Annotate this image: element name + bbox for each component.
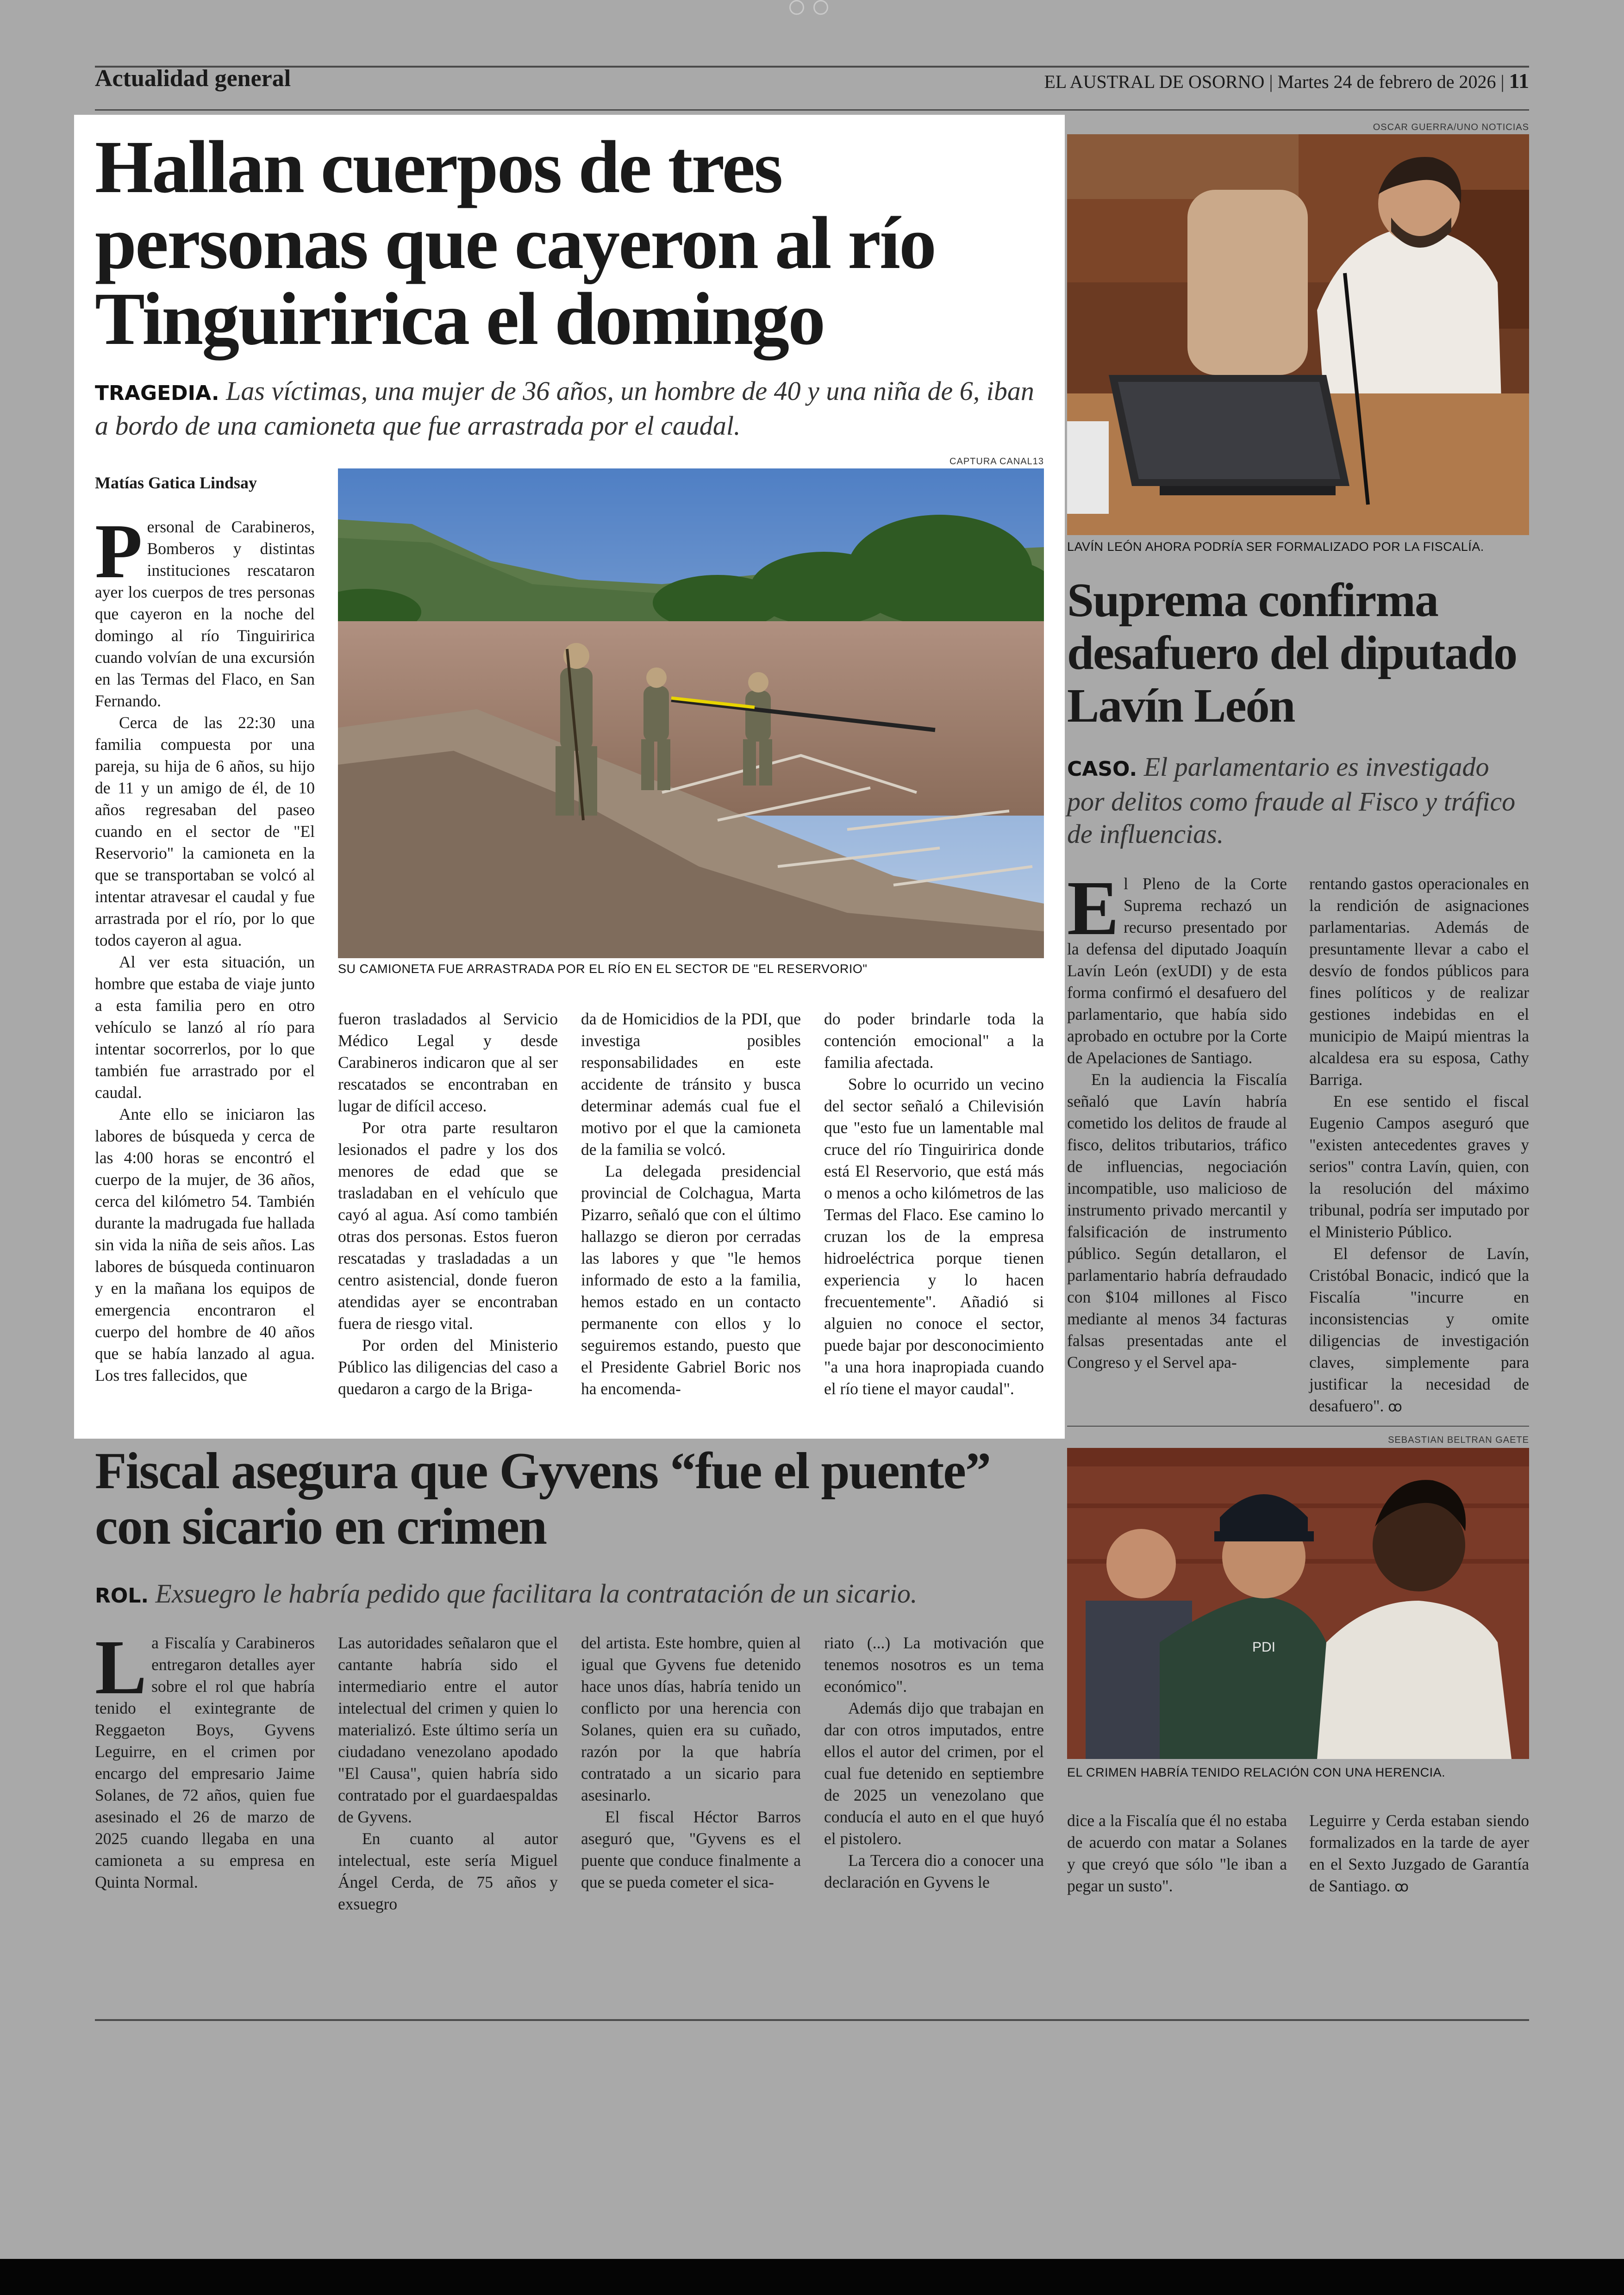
article1-headline: Hallan cuerpos de tres personas que cayeron al río Tinguiririca el domingo (95, 126, 935, 361)
article2-parliament-photo (1067, 134, 1529, 535)
article2-column-2 (1309, 873, 1529, 1418)
article1-column-3 (581, 1008, 801, 1400)
article2-photo-credit: OSCAR GUERRA/UNO NOTICIAS (1373, 122, 1529, 132)
issue-date: Martes 24 de febrero de 2026 (1277, 71, 1496, 92)
article3-headline: Fiscal asegura que Gyvens “fue el puente” con sicario en crimen (95, 1442, 990, 1555)
article3-photo-caption: EL CRIMEN HABRÍA TENIDO RELACIÓN CON UNA HERENCIA. (1067, 1765, 1446, 1779)
article1-byline: Matías Gatica Lindsay (95, 474, 257, 492)
article3-photo-credit: SEBASTIAN BELTRAN GAETE (1388, 1435, 1529, 1445)
article3-paragraph: dice a la Fiscalía que él no estaba de acuerdo con matar a Solanes y que creyó que sólo "le iban a pegar un susto". (1067, 1811, 1287, 1895)
article1-paragraph: Ante ello se iniciaron las labores de búsqueda y cerca de las 4:00 horas se encontró el cuerpo de la mujer, de 36 años, cerca del kilómetro 54. También durante la madrugada fue hallada sin vida la niña de seis años. Las labores de búsqueda continuaron y en la mañana los equipos de emergencia encontraron el cuerpo del hombre de 40 años que se había lanzado al agua. Los tres fallecidos, que (95, 1105, 315, 1384)
article1-paragraph: Por otra parte resultaron lesionados el padre y los dos menores de edad que se trasladaban en el vehículo que cayó al agua. Así como también otras dos personas. Estos fueron rescatadas y trasladadas a un centro asistencial, donde fueron atendidas ayer se encontraban fuera de riesgo vital. (338, 1118, 558, 1333)
article3-courtroom-photo (1067, 1448, 1529, 1759)
article1-kicker: TRAGEDIA. (95, 381, 219, 405)
article3-kicker: ROL. (95, 1584, 149, 1608)
article3-dek-text: Exsuegro le habría pedido que facilitara la contratación de un sicario. (155, 1578, 918, 1609)
header-bottom-rule (95, 109, 1529, 111)
article2-photo-caption: LAVÍN LEÓN AHORA PODRÍA SER FORMALIZADO POR LA FISCALÍA. (1067, 540, 1484, 554)
page-indicator (785, 0, 840, 14)
article1-paragraph: do poder brindarle toda la contención emocional" a la familia afectada. (824, 1010, 1044, 1072)
end-of-article-mark: ꝏ (1394, 1879, 1409, 1895)
article1-paragraph: Sobre lo ocurrido un vecino del sector señaló a Chilevisión que "esto fue un lamentable mal cruce del río Tinguiririca donde está El Reservorio, que está más o menos a ocho kilómetros de las Termas del Flaco. Ese camino lo cruzan los de la empresa hidroeléctrica porque tienen experiencia y lo hacen frecuentemente". Añadió si alguien no conoce el sector, puede bajar por desconocimiento "a una hora inapropiada cuando el río tiene el mayor caudal". (824, 1075, 1044, 1398)
article1-paragraph: Por orden del Ministerio Público las diligencias del caso a quedaron a cargo de la Briga- (338, 1336, 558, 1398)
article2-dek-text: El parlamentario es investigado por delitos como fraude al Fisco y tráfico de influencias. (1067, 752, 1516, 849)
article3-paragraph: Leguirre y Cerda estaban siendo formalizados en la tarde de ayer en el Sexto Juzgado de Garantía de Santiago. ꝏ (1309, 1811, 1529, 1895)
folio: EL AUSTRAL DE OSORNO | Martes 24 de febrero de 2026 | 11 (1044, 69, 1529, 93)
article3-column-4 (824, 1632, 1044, 1893)
river-rescue-illustration (338, 468, 1044, 958)
article2-dropcap: E (1067, 865, 1119, 951)
article3-column-5 (1067, 1810, 1287, 1897)
header-top-rule (95, 66, 1529, 68)
pdi-vest-text: PDI (1252, 1640, 1276, 1655)
article1-photo-credit: CAPTURA CANAL13 (949, 456, 1044, 467)
article3-column-6 (1309, 1810, 1529, 1898)
article3-paragraph: En cuanto al autor intelectual, este sería Miguel Ángel Cerda, de 75 años y exsuegro (338, 1829, 558, 1913)
article2-paragraph: En la audiencia la Fiscalía señaló que Lavín habría cometido los delitos de fraude al fisco, delitos tributarios, tráfico de influencias, negociación incompatible, uso malicioso de instrumento privado mercantil y falsificación de instrumento público. Según detallaron, el parlamentario habría defraudado con $104 millones al Fisco mediante al menos 34 facturas falsas presentadas ante el Congreso y el Servel apa- (1067, 1070, 1287, 1372)
article1-dropcap: P (95, 508, 143, 594)
article3-paragraph: La Tercera dio a conocer una declaración en Gyvens le (824, 1851, 1044, 1891)
article3-paragraph: Las autoridades señalaron que el cantante habría sido el intermediario entre el autor intelectual del crimen y quien lo materializó. Este último sería un ciudadano venezolano apodado "El Causa", quien habría sido contratado por el guardaespaldas de Gyvens. (338, 1634, 558, 1826)
article3-column-3 (581, 1632, 801, 1893)
article3-dropcap: L (95, 1624, 147, 1710)
page-number: 11 (1509, 69, 1529, 93)
article2-paragraph: El Pleno de la Corte Suprema rechazó un recurso presentado por la defensa del diputado Joaquín Lavín León (exUDI) y de esta forma confirmó el desafuero del parlamentario, que había sido aprobado en octubre por la Corte de Apelaciones de Santiago. (1067, 865, 1287, 1067)
article2-kicker: CASO. (1067, 757, 1137, 781)
article1-river-photo (338, 468, 1044, 958)
bottom-black-bar (0, 2259, 1624, 2295)
article2-paragraph: En ese sentido el fiscal Eugenio Campos aseguró que "existen antecedentes graves y serios" contra Lavín, quien, con la resolución del máximo tribunal, podría ser imputado por el Ministerio Público. (1309, 1092, 1529, 1241)
article1-column-2 (338, 1008, 558, 1400)
section-title: Actualidad general (95, 65, 291, 92)
article3-paragraph: del artista. Este hombre, quien al igual que Gyvens fue detenido hace unos días, habría tenido un conflicto por una herencia con Solanes, quien era su cuñado, razón por la que habría contratado a un sicario para asesinarlo. (581, 1634, 801, 1804)
article3-dek (95, 1578, 1067, 1612)
deputy-seated-illustration (1067, 134, 1529, 535)
article1-column-1 (95, 508, 315, 1386)
article3-paragraph: riato (...) La motivación que tenemos nosotros es un tema económico". (824, 1634, 1044, 1696)
article2-column-1 (1067, 865, 1287, 1373)
article1-paragraph: Cerca de las 22:30 una familia compuesta por una pareja, su hija de 6 años, su hijo de 11 y un amigo de él, de 10 años regresaban del paseo cuando en el sector de "El Reservorio" la camioneta en la que se transportaban se volcó al intentar atravesar el caudal y fue arrastrada por el río, por lo que todos cayeron al agua. (95, 713, 315, 949)
article3-paragraph: La Fiscalía y Carabineros entregaron detalles ayer sobre el rol que habría tenido el exintegrante de Reggaeton Boys, Gyvens Leguirre, en el crimen por encargo del empresario Jaime Solanes, de 72 años, quien fue asesinado el 26 de marzo de 2025 cuando llegaba en una camioneta a su empresa en Quinta Normal. (95, 1624, 315, 1891)
article2-headline: Suprema confirma desafuero del diputado Lavín León (1067, 574, 1517, 732)
article2-dek (1067, 751, 1529, 850)
end-of-article-mark: ꝏ (1388, 1399, 1402, 1415)
newspaper-name: EL AUSTRAL DE OSORNO (1044, 71, 1265, 92)
article3-paragraph: Además dijo que trabajan en dar con otros imputados, entre ellos el autor del crimen, por el cual fue detenido en septiembre de 2025 un venezolano que conducía el auto en el que huyó el pistolero. (824, 1699, 1044, 1848)
article2-paragraph: rentando gastos operacionales en la rendición de asignaciones parlamentarias. Además de presuntamente llevar a cabo el desvío de fondos públicos para fines políticos y de realizar gestiones indebidas en el municipio de Maipú mientras la alcaldesa era su esposa, Cathy Barriga. (1309, 874, 1529, 1089)
courtroom-illustration (1067, 1448, 1529, 1759)
article3-column-2 (338, 1632, 558, 1915)
article1-column-4 (824, 1008, 1044, 1400)
article2-bottom-rule (1067, 1426, 1529, 1427)
article1-dek (95, 375, 1049, 442)
article1-dek-text: Las víctimas, una mujer de 36 años, un hombre de 40 y una niña de 6, iban a bordo de una camioneta que fue arrastrada por el caudal. (95, 376, 1034, 441)
article1-paragraph: fueron trasladados al Servicio Médico Legal y desde Carabineros indicaron que al ser rescatados se encontraban en lugar de difícil acceso. (338, 1010, 558, 1115)
article1-paragraph: da de Homicidios de la PDI, que investiga posibles responsabilidades en este accidente de tránsito y busca determinar además cual fue el motivo por el que la camioneta de la familia se volcó. (581, 1010, 801, 1159)
article1-photo-caption: SU CAMIONETA FUE ARRASTRADA POR EL RÍO EN EL SECTOR DE "EL RESERVORIO" (338, 962, 868, 976)
article1-paragraph: Al ver esta situación, un hombre que estaba de viaje junto a esta familia pero en otro vehículo se lanzó al río para intentar socorrerlos, por lo que también fue arrastrado por el caudal. (95, 953, 315, 1102)
article1-paragraph: Personal de Carabineros, Bomberos y distintas instituciones rescataron ayer los cuerpos de tres personas que cayeron en la noche del domingo al río Tinguiririca cuando volvían de una excursión en las Termas del Flaco, en San Fernando. (95, 508, 315, 710)
article1-paragraph: La delegada presidencial provincial de Colchagua, Marta Pizarro, señaló que con el último hallazgo se dieron por cerradas las labores y que "le hemos informado de esto a la familia, hemos estado en un contacto permanente con ellos y lo seguiremos estando, puesto que el Presidente Gabriel Boric nos ha encomenda- (581, 1162, 801, 1398)
article2-paragraph: El defensor de Lavín, Cristóbal Bonacic, indicó que la Fiscalía "incurre en inconsistencias y omite diligencias de investigación claves, simplemente para justificar la necesidad de desafuero". ꝏ (1309, 1244, 1529, 1415)
article3-paragraph: El fiscal Héctor Barros aseguró que, "Gyvens es el puente que conduce finalmente a que se pueda cometer el sica- (581, 1808, 801, 1891)
page-bottom-rule (95, 2019, 1529, 2021)
article3-column-1 (95, 1624, 315, 1893)
